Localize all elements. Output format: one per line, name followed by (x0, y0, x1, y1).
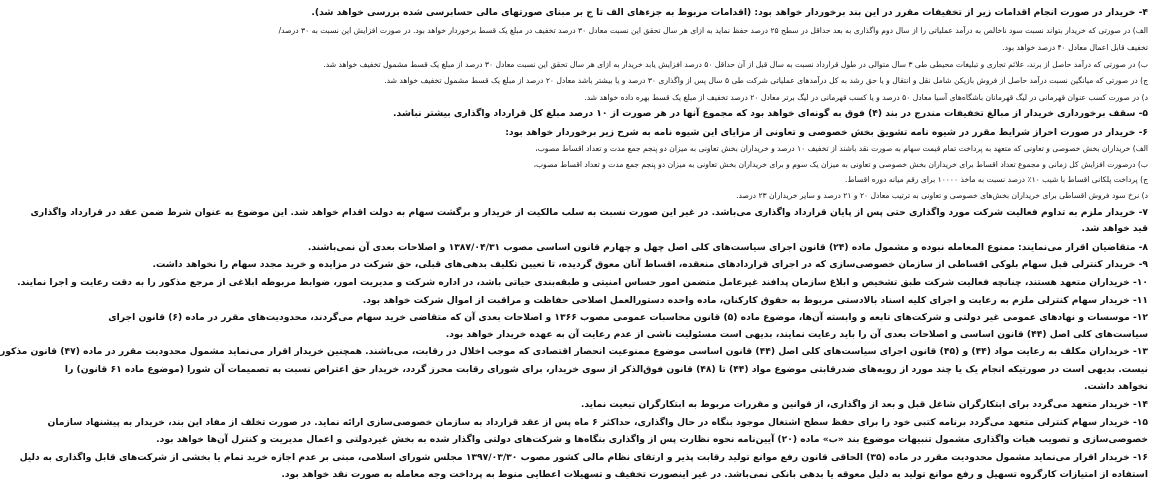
document-line: ب) در صورتی که درآمد حاصل از برند، علائم تجاری و تبلیغات محیطی طی ۳ سال متوالی در طول قرارداد نسبت به سال قبل از آن حداقل ۵۰ درصد افزایش یابد خریدار به ازای هر سال تحقق این نسبت معادل ۳۰ درصد از مبلغ یک قسط مشمول تخفیف خواهد شد. (323, 60, 1148, 69)
document-line: قید خواهد شد. (1081, 223, 1148, 234)
document-line: ۵- سقف برخورداری خریدار از مبالغ تخفیفات مندرج در بند (۴) فوق به گونه‌ای خواهد بود که مجموع آنها در هر صورت از ۱۰ درصد مبلغ کل قرارداد واگذاری بیشتر نباشد. (393, 108, 1148, 119)
document-page (0, 4, 1148, 485)
document-line: ۱۴- خریدار متعهد می‌گردد برای ابتکارگران شاغل قبل و بعد از واگذاری، از قوانین و مقررات مربوط به ابتکارگران تبعیت نماید. (580, 399, 1148, 410)
document-line: ۶- خریدار در صورت احراز شرایط مقرر در شیوه نامه تشویق بخش خصوصی و تعاونی از مزایای این شیوه نامه به شرح زیر برخوردار خواهد بود: (505, 127, 1148, 138)
document-line: د) در صورت کسب عنوان قهرمانی در لیگ قهرمانان باشگاه‌های آسیا معادل ۵۰ درصد و یا کسب قهرمانی در لیگ برتر معادل ۲۰ درصد تخفیف از مبلغ یک قسط بهره داده خواهد شد. (584, 93, 1148, 102)
document-line: استفاده از امتیازات کارگروه تسهیل و رفع موانع تولید به دلیل معوقه یا بدهی بانکی نمی‌باشد. در غیر اینصورت تخفیف و تسهیلات اعطایی منوط به پرداخت وجه معامله به صورت نقد خواهد بود. (281, 469, 1148, 480)
document-line: خصوصی‌سازی و تصویب هیات واگذاری مشمول تنبیهات موضوع بند «ب» ماده (۲۰) آیین‌نامه نحوه نظارت پس از واگذاری بنگاه‌ها و شرکت‌های دولتی واگذار شده به بخش غیردولتی و اعمال مدیریت و کنترل آن‌ها خواهد بود. (156, 434, 1148, 445)
document-line: ج) پرداخت پلکانی اقساط با شیب ۱۰٪ درصد نسبت به ماخذ ۱۰۰۰۰ برای رقم میانه دوره اقساط. (845, 175, 1148, 184)
document-line: سیاست‌های کلی اصل (۴۴) قانون اساسی و اصلاحات بعدی آن را باید رعایت نمایند، بدیهی است مسئولیت ناشی از عدم رعایت آن به عهده خریدار خواهد بود. (445, 329, 1148, 340)
document-line: ج) در صورتی که میانگین نسبت درآمد حاصل از فروش بازیکن شامل نقل و انتقال و یا حق رشد به کل درآمدهای عملیاتی شرکت طی ۵ سال پس از واگذاری ۳۰ درصد و یا بیشتر باشد معادل ۲۰ درصد از مبلغ یک قسط مشمول تخفیف خواهد شد. (384, 76, 1148, 85)
document-line: د) نرخ سود فروش اقساطی برای خریداران بخش‌های خصوصی و تعاونی به ترتیب معادل ۲۰ و ۲۱ درصد و سایر خریداران ۲۳ درصد. (736, 191, 1148, 200)
document-line: ۱۰- خریداران متعهد هستند، چنانچه فعالیت شرکت طبق تشخیص و ابلاغ سازمان پدافند غیرعامل متضمن امور حساس امنیتی و طبقه‌بندی حیاتی باشد، در اداره شرکت و مدیریت امور، ضوابط مربوطه ابلاغی از مرجع مذکور را به دقت رعایت و اجرا نمایند. (17, 277, 1148, 288)
document-line: ۴- خریدار در صورت انجام اقدامات زیر از تخفیفات مقرر در این بند برخوردار خواهد بود: (اقدامات مربوط به جزءهای الف تا ج بر مبنای صورتهای مالی حسابرسی شده بررسی خواهد شد). (311, 7, 1148, 18)
document-line: ۱۵- خریدار سهام کنترلی متعهد می‌گردد برنامه کتبی خود را برای حفظ سطح اشتغال موجود بنگاه در حال واگذاری، حداکثر ۶ ماه پس از عقد قرارداد به سازمان خصوصی‌سازی ارائه نماید. در صورت تخلف از مفاد این بند، خریدار به پیشنهاد سازمان (47, 417, 1148, 428)
document-line: ۱۲- موسسات و نهادهای عمومی غیر دولتی و شرکت‌های تابعه و وابسته آن‌ها، موضوع ماده (۵) قانون محاسبات عمومی مصوب ۱۳۶۶ و اصلاحات بعدی آن که متقاضی خرید سهام می‌گردند، محدودیت‌های مقرر در ماده (۶) قانون اجرای (108, 312, 1148, 323)
document-line: الف) خریداران بخش خصوصی و تعاونی که متعهد به پرداخت تمام قیمت سهام به صورت نقد باشند از تخفیف ۱۰ درصد و خریداران بخش تعاونی به میزان دو پنجم جمع مدت و تعداد اقساط مصوب، (535, 144, 1148, 153)
document-line: ۸- متقاضیان اقرار می‌نمایند: ممنوع المعامله نبوده و مشمول ماده (۲۴) قانون اجرای سیاست‌های کلی اصل چهل و چهارم قانون اساسی مصوب ۱۳۸۷/۰۴/۳۱ و اصلاحات بعدی آن نمی‌باشند. (307, 242, 1148, 253)
document-line: ۷- خریدار ملزم به تداوم فعالیت شرکت مورد واگذاری حتی پس از پایان قرارداد واگذاری می‌باشد. در غیر این صورت نسبت به سلب مالکیت از خریدار و برگشت سهام به دولت اقدام خواهد شد. این موضوع به عنوان شرط ضمن عقد در قرارداد واگذاری (30, 207, 1148, 218)
document-line: ۱۱- خریدار سهام کنترلی ملزم به رعایت و اجرای کلیه اسناد بالادستی مربوط به حقوق کارکنان، ماده واحده دستورالعمل اصلاحی حفاظت و مراقبت از اموال شرکت خواهد بود. (362, 295, 1148, 306)
document-line: ۹- خریدار کنترلی قبل سهام بلوکی اقساطی از سازمان خصوصی‌سازی که در اجرای قراردادهای منعقده، اقساط آنان معوق گردیده، تا تعیین تکلیف بدهی‌های قبلی، حق شرکت در مزایده و خرید مجدد سهام را نخواهد داشت. (152, 259, 1148, 270)
document-line: تخفیف قابل اعمال معادل ۴۰ درصد خواهد بود. (1002, 43, 1148, 52)
document-line: نخواهد داشت. (1084, 381, 1148, 392)
document-line: الف) در صورتی که خریدار بتواند نسبت سود ناخالص به درآمد عملیاتی را از سال دوم واگذاری به بعد حداقل در سطح ۲۵ درصد حفظ نماید به ازای هر سال تحقق این نسبت معادل ۳۰ درصد تخفیف در مبلغ یک قسط برخوردار خواهد بود. در صورت افزایش این نسبت به ۳۰ درصد/ (278, 26, 1148, 35)
document-line: ۱۳- خریداران مکلف به رعایت مواد (۴۴) و (۴۵) قانون اجرای سیاست‌های کلی اصل (۴۴) قانون اساسی موضوع ممنوعیت انحصار اقتصادی که موجب اخلال در رقابت، می‌باشند. همچنین خریدار اقرار می‌نماید مشمول محدودیت مقرر در ماده (۴۷) قانون مذکور (0, 346, 1148, 357)
document-line: ب) درصورت افزایش کل زمانی و مجموع تعداد اقساط برای خریداران بخش خصوصی و تعاونی به میزان یک سوم و برای خریداران بخش تعاونی به میزان دو پنجم جمع مدت و تعداد اقساط مصوب، (533, 160, 1148, 169)
document-line: نیست. بدیهی است در صورتیکه انجام یک یا چند مورد از رویه‌های ضدرقابتی موضوع مواد (۴۴) تا (۴۸) قانون فوق‌الذکر از سوی خریدار، برای شورای رقابت محرز گردد، خریدار حق اعتراض نسبت به تصمیمات آن شورا (موضوع ماده ۶۱ قانون) را (64, 364, 1148, 375)
document-line: ۱۶- خریدار اقرار می‌نماید مشمول محدودیت مقرر در ماده (۳۵) الحاقی قانون رفع موانع تولید رقابت پذیر و ارتقای نظام مالی کشور مصوب ۱۳۹۷/۰۳/۳۰ مجلس شورای اسلامی، مبنی بر عدم اجازه خرید تمام یا بخشی از شرکت‌های قابل واگذاری به دلیل (19, 452, 1148, 463)
